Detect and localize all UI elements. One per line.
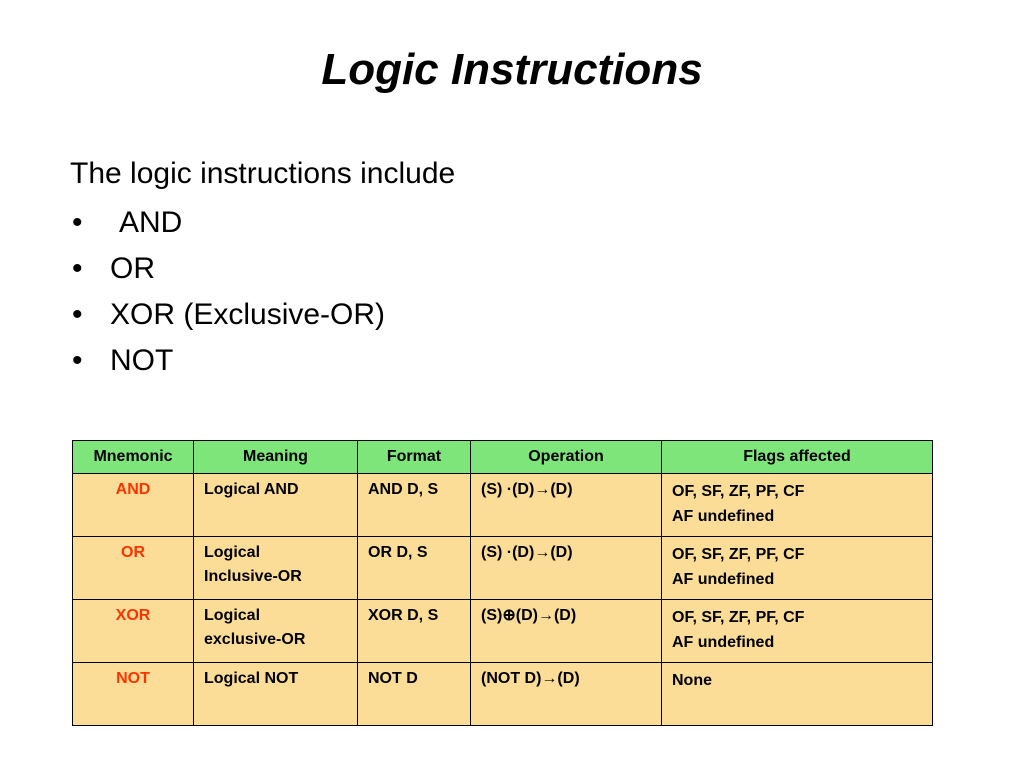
bullet-item xyxy=(70,338,385,384)
table-row xyxy=(73,537,933,600)
meaning-cell xyxy=(194,663,358,726)
operation-cell: (S)⊕(D)→(D) xyxy=(471,600,662,663)
bullet-label: AND xyxy=(119,206,183,239)
flags-line: OF, SF, ZF, PF, CF xyxy=(672,609,805,626)
bullet-label: OR xyxy=(110,252,155,285)
flags-line: None xyxy=(672,672,712,689)
meaning-cell xyxy=(194,600,358,663)
table-header-row xyxy=(73,441,933,474)
mnemonic-cell: OR xyxy=(73,537,194,600)
format-cell: XOR D, S xyxy=(358,600,471,663)
column-header-mnemonic: Mnemonic xyxy=(73,441,194,474)
column-header-flags: Flags affected xyxy=(662,441,933,474)
table-row xyxy=(73,600,933,663)
mnemonic-cell: AND xyxy=(73,474,194,537)
format-cell: OR D, S xyxy=(358,537,471,600)
bullet-item xyxy=(70,246,385,292)
slide-title: Logic Instructions xyxy=(321,45,703,94)
flags-line: AF undefined xyxy=(672,571,775,588)
bullet-item xyxy=(70,200,385,246)
meaning-line: Logical AND xyxy=(204,481,299,498)
meaning-cell xyxy=(194,474,358,537)
bullet-label: XOR (Exclusive-OR) xyxy=(110,298,386,331)
meaning-line: Logical xyxy=(204,607,261,624)
mnemonic-cell: NOT xyxy=(73,663,194,726)
flags-line: OF, SF, ZF, PF, CF xyxy=(672,483,805,500)
logic-instructions-table xyxy=(72,440,933,726)
operation-cell: (S) ·(D)→(D) xyxy=(471,537,662,600)
flags-line: OF, SF, ZF, PF, CF xyxy=(672,546,805,563)
bullet-item xyxy=(70,292,385,338)
meaning-cell xyxy=(194,537,358,600)
flags-line: AF undefined xyxy=(672,634,775,651)
flags-cell xyxy=(662,537,933,600)
column-header-meaning: Meaning xyxy=(194,441,358,474)
format-cell: NOT D xyxy=(358,663,471,726)
table-row xyxy=(73,663,933,726)
flags-cell xyxy=(662,474,933,537)
flags-line: AF undefined xyxy=(672,508,775,525)
operation-cell: (NOT D)→(D) xyxy=(471,663,662,726)
mnemonic-cell: XOR xyxy=(73,600,194,663)
meaning-line: Logical NOT xyxy=(204,670,299,687)
flags-cell xyxy=(662,600,933,663)
column-header-format: Format xyxy=(358,441,471,474)
meaning-line: exclusive-OR xyxy=(204,631,306,648)
logic-instructions-table-container xyxy=(72,440,932,726)
meaning-line: Inclusive-OR xyxy=(204,568,302,585)
instruction-bullet-list xyxy=(70,200,385,384)
table-row xyxy=(73,474,933,537)
column-header-operation: Operation xyxy=(471,441,662,474)
meaning-line: Logical xyxy=(204,544,261,561)
operation-cell: (S) ·(D)→(D) xyxy=(471,474,662,537)
bullet-label: NOT xyxy=(110,344,174,377)
intro-text: The logic instructions include xyxy=(70,157,456,190)
flags-cell xyxy=(662,663,933,726)
format-cell: AND D, S xyxy=(358,474,471,537)
